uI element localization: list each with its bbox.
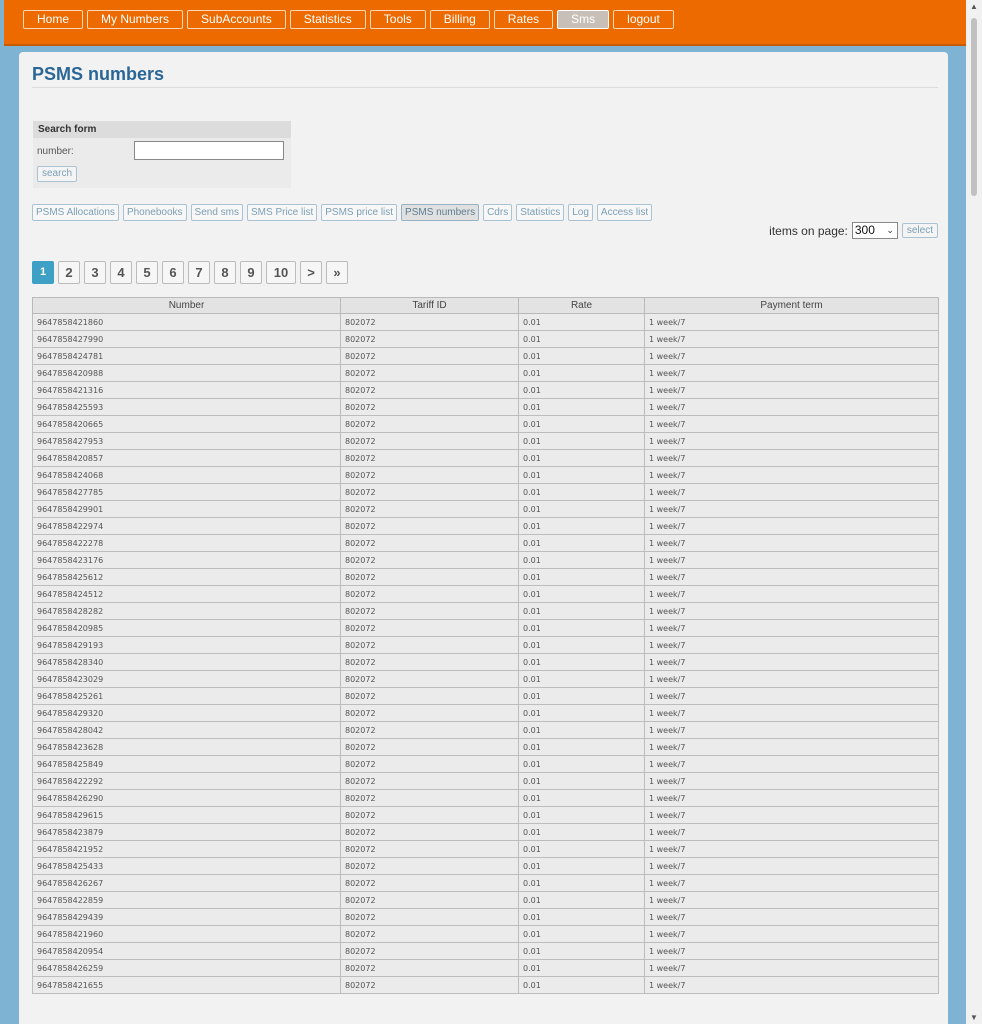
payment-term-cell: 1 week/7 [645, 382, 939, 399]
page-link-4[interactable]: 4 [110, 261, 132, 284]
nav-item-billing[interactable]: Billing [430, 10, 490, 29]
tariff-id-cell: 802072 [341, 620, 519, 637]
table-row [33, 637, 939, 654]
table-row [33, 773, 939, 790]
number-cell: 9647858420857 [33, 450, 341, 467]
table-header-row [33, 298, 939, 314]
search-button[interactable]: search [37, 166, 77, 182]
tariff-id-cell: 802072 [341, 654, 519, 671]
vertical-scrollbar[interactable] [966, 0, 982, 1024]
number-cell: 9647858428282 [33, 603, 341, 620]
tariff-id-cell: 802072 [341, 399, 519, 416]
table-row [33, 943, 939, 960]
number-cell: 9647858423029 [33, 671, 341, 688]
items-per-page-value: 300 [854, 223, 875, 237]
pagination [32, 261, 352, 284]
rate-cell: 0.01 [519, 535, 645, 552]
subnav-item-sms-price-list[interactable]: SMS Price list [247, 204, 317, 221]
tariff-id-cell: 802072 [341, 603, 519, 620]
number-input[interactable] [134, 141, 284, 160]
rate-cell: 0.01 [519, 688, 645, 705]
rate-cell: 0.01 [519, 382, 645, 399]
nav-item-subaccounts[interactable]: SubAccounts [187, 10, 286, 29]
table-row [33, 501, 939, 518]
number-label: number: [37, 146, 74, 157]
nav-item-tools[interactable]: Tools [370, 10, 426, 29]
tariff-id-cell: 802072 [341, 858, 519, 875]
page-link-6[interactable]: 6 [162, 261, 184, 284]
number-cell: 9647858424068 [33, 467, 341, 484]
nav-item-my-numbers[interactable]: My Numbers [87, 10, 183, 29]
number-cell: 9647858429615 [33, 807, 341, 824]
number-cell: 9647858429320 [33, 705, 341, 722]
tariff-id-cell: 802072 [341, 960, 519, 977]
tariff-id-cell: 802072 [341, 943, 519, 960]
tariff-id-cell: 802072 [341, 433, 519, 450]
number-cell: 9647858421316 [33, 382, 341, 399]
payment-term-cell: 1 week/7 [645, 892, 939, 909]
table-row [33, 705, 939, 722]
number-cell: 9647858425849 [33, 756, 341, 773]
payment-term-cell: 1 week/7 [645, 637, 939, 654]
rate-cell: 0.01 [519, 705, 645, 722]
tariff-id-cell: 802072 [341, 586, 519, 603]
rate-cell: 0.01 [519, 501, 645, 518]
number-cell: 9647858423176 [33, 552, 341, 569]
table-row [33, 654, 939, 671]
page-link-5[interactable]: 5 [136, 261, 158, 284]
payment-term-cell: 1 week/7 [645, 858, 939, 875]
payment-term-cell: 1 week/7 [645, 688, 939, 705]
main-nav [23, 10, 678, 29]
column-header-tariff-id[interactable]: Tariff ID [341, 298, 519, 314]
rate-cell: 0.01 [519, 943, 645, 960]
payment-term-cell: 1 week/7 [645, 433, 939, 450]
page-link-2[interactable]: 2 [58, 261, 80, 284]
rate-cell: 0.01 [519, 739, 645, 756]
tariff-id-cell: 802072 [341, 875, 519, 892]
rate-cell: 0.01 [519, 722, 645, 739]
rate-cell: 0.01 [519, 467, 645, 484]
subnav-item-send-sms[interactable]: Send sms [191, 204, 243, 221]
page [4, 0, 966, 1024]
tariff-id-cell: 802072 [341, 909, 519, 926]
search-form [33, 121, 291, 188]
tariff-id-cell: 802072 [341, 348, 519, 365]
rate-cell: 0.01 [519, 892, 645, 909]
sms-subnav [32, 204, 656, 221]
tariff-id-cell: 802072 [341, 450, 519, 467]
payment-term-cell: 1 week/7 [645, 603, 939, 620]
table-row [33, 535, 939, 552]
payment-term-cell: 1 week/7 [645, 722, 939, 739]
payment-term-cell: 1 week/7 [645, 807, 939, 824]
number-cell: 9647858423879 [33, 824, 341, 841]
table-row [33, 314, 939, 331]
table-row [33, 467, 939, 484]
table-row [33, 909, 939, 926]
last-page-link[interactable]: » [326, 261, 348, 284]
tariff-id-cell: 802072 [341, 824, 519, 841]
top-bar [4, 0, 966, 46]
search-form-heading: Search form [33, 121, 291, 138]
number-cell: 9647858428042 [33, 722, 341, 739]
rate-cell: 0.01 [519, 926, 645, 943]
number-cell: 9647858424781 [33, 348, 341, 365]
table-row [33, 484, 939, 501]
tariff-id-cell: 802072 [341, 535, 519, 552]
table-row [33, 586, 939, 603]
content-panel [19, 52, 948, 1024]
rate-cell: 0.01 [519, 518, 645, 535]
rate-cell: 0.01 [519, 365, 645, 382]
table-row [33, 518, 939, 535]
page-link-1[interactable]: 1 [32, 261, 54, 284]
number-cell: 9647858420988 [33, 365, 341, 382]
rate-cell: 0.01 [519, 552, 645, 569]
table-row [33, 603, 939, 620]
rate-cell: 0.01 [519, 450, 645, 467]
rate-cell: 0.01 [519, 484, 645, 501]
number-cell: 9647858427953 [33, 433, 341, 450]
payment-term-cell: 1 week/7 [645, 501, 939, 518]
page-link-8[interactable]: 8 [214, 261, 236, 284]
table-row [33, 365, 939, 382]
number-cell: 9647858422974 [33, 518, 341, 535]
number-cell: 9647858425433 [33, 858, 341, 875]
payment-term-cell: 1 week/7 [645, 926, 939, 943]
items-per-page [769, 222, 938, 239]
payment-term-cell: 1 week/7 [645, 331, 939, 348]
payment-term-cell: 1 week/7 [645, 875, 939, 892]
rate-cell: 0.01 [519, 569, 645, 586]
table-row [33, 892, 939, 909]
tariff-id-cell: 802072 [341, 552, 519, 569]
table-row [33, 722, 939, 739]
number-cell: 9647858422278 [33, 535, 341, 552]
number-cell: 9647858422859 [33, 892, 341, 909]
table-row [33, 739, 939, 756]
table-row [33, 875, 939, 892]
page-title: PSMS numbers [32, 64, 165, 84]
number-cell: 9647858421952 [33, 841, 341, 858]
next-page-link[interactable]: > [300, 261, 322, 284]
rate-cell: 0.01 [519, 314, 645, 331]
payment-term-cell: 1 week/7 [645, 773, 939, 790]
payment-term-cell: 1 week/7 [645, 569, 939, 586]
page-link-7[interactable]: 7 [188, 261, 210, 284]
tariff-id-cell: 802072 [341, 739, 519, 756]
title-divider [32, 87, 938, 88]
tariff-id-cell: 802072 [341, 518, 519, 535]
payment-term-cell: 1 week/7 [645, 348, 939, 365]
payment-term-cell: 1 week/7 [645, 365, 939, 382]
tariff-id-cell: 802072 [341, 705, 519, 722]
payment-term-cell: 1 week/7 [645, 552, 939, 569]
rate-cell: 0.01 [519, 875, 645, 892]
table-row [33, 671, 939, 688]
tariff-id-cell: 802072 [341, 314, 519, 331]
subnav-item-phonebooks[interactable]: Phonebooks [123, 204, 187, 221]
page-link-3[interactable]: 3 [84, 261, 106, 284]
subnav-item-psms-numbers[interactable]: PSMS numbers [401, 204, 479, 221]
rate-cell: 0.01 [519, 433, 645, 450]
table-row [33, 552, 939, 569]
chevron-down-icon[interactable]: ▼ [970, 1013, 978, 1022]
table-row [33, 416, 939, 433]
nav-item-rates[interactable]: Rates [494, 10, 553, 29]
payment-term-cell: 1 week/7 [645, 467, 939, 484]
column-header-rate[interactable]: Rate [519, 298, 645, 314]
number-cell: 9647858427785 [33, 484, 341, 501]
rate-cell: 0.01 [519, 399, 645, 416]
payment-term-cell: 1 week/7 [645, 960, 939, 977]
number-cell: 9647858426267 [33, 875, 341, 892]
table-row [33, 977, 939, 994]
number-cell: 9647858423628 [33, 739, 341, 756]
table-row [33, 790, 939, 807]
subnav-item-cdrs[interactable]: Cdrs [483, 204, 512, 221]
page-link-10[interactable]: 10 [266, 261, 296, 284]
rate-cell: 0.01 [519, 671, 645, 688]
payment-term-cell: 1 week/7 [645, 977, 939, 994]
rate-cell: 0.01 [519, 654, 645, 671]
table-row [33, 450, 939, 467]
scrollbar-thumb[interactable] [971, 18, 977, 196]
tariff-id-cell: 802072 [341, 688, 519, 705]
number-cell: 9647858424512 [33, 586, 341, 603]
subnav-item-psms-price-list[interactable]: PSMS price list [321, 204, 397, 221]
rate-cell: 0.01 [519, 416, 645, 433]
number-cell: 9647858420954 [33, 943, 341, 960]
tariff-id-cell: 802072 [341, 977, 519, 994]
table-row [33, 569, 939, 586]
rate-cell: 0.01 [519, 858, 645, 875]
rate-cell: 0.01 [519, 773, 645, 790]
payment-term-cell: 1 week/7 [645, 705, 939, 722]
table-body [33, 314, 939, 994]
tariff-id-cell: 802072 [341, 467, 519, 484]
page-link-9[interactable]: 9 [240, 261, 262, 284]
table-row [33, 858, 939, 875]
rate-cell: 0.01 [519, 756, 645, 773]
table-row [33, 926, 939, 943]
payment-term-cell: 1 week/7 [645, 739, 939, 756]
rate-cell: 0.01 [519, 331, 645, 348]
tariff-id-cell: 802072 [341, 807, 519, 824]
tariff-id-cell: 802072 [341, 756, 519, 773]
subnav-item-access-list[interactable]: Access list [597, 204, 652, 221]
column-header-payment-term[interactable]: Payment term [645, 298, 939, 314]
tariff-id-cell: 802072 [341, 484, 519, 501]
nav-item-statistics[interactable]: Statistics [290, 10, 366, 29]
number-cell: 9647858429193 [33, 637, 341, 654]
rate-cell: 0.01 [519, 603, 645, 620]
rate-cell: 0.01 [519, 909, 645, 926]
nav-item-home[interactable]: Home [23, 10, 83, 29]
tariff-id-cell: 802072 [341, 637, 519, 654]
chevron-down-icon: ⌄ [886, 225, 894, 235]
items-per-page-label: items on page: [769, 223, 848, 238]
payment-term-cell: 1 week/7 [645, 416, 939, 433]
number-cell: 9647858422292 [33, 773, 341, 790]
number-cell: 9647858425261 [33, 688, 341, 705]
table-row [33, 382, 939, 399]
payment-term-cell: 1 week/7 [645, 654, 939, 671]
number-cell: 9647858429439 [33, 909, 341, 926]
payment-term-cell: 1 week/7 [645, 671, 939, 688]
payment-term-cell: 1 week/7 [645, 450, 939, 467]
number-cell: 9647858420665 [33, 416, 341, 433]
payment-term-cell: 1 week/7 [645, 909, 939, 926]
tariff-id-cell: 802072 [341, 892, 519, 909]
tariff-id-cell: 802072 [341, 382, 519, 399]
rate-cell: 0.01 [519, 841, 645, 858]
number-cell: 9647858427990 [33, 331, 341, 348]
tariff-id-cell: 802072 [341, 926, 519, 943]
number-cell: 9647858421860 [33, 314, 341, 331]
payment-term-cell: 1 week/7 [645, 824, 939, 841]
number-cell: 9647858428340 [33, 654, 341, 671]
tariff-id-cell: 802072 [341, 790, 519, 807]
number-cell: 9647858429901 [33, 501, 341, 518]
payment-term-cell: 1 week/7 [645, 620, 939, 637]
payment-term-cell: 1 week/7 [645, 756, 939, 773]
number-cell: 9647858426259 [33, 960, 341, 977]
subnav-item-statistics[interactable]: Statistics [516, 204, 564, 221]
rate-cell: 0.01 [519, 586, 645, 603]
table-row [33, 399, 939, 416]
rate-cell: 0.01 [519, 637, 645, 654]
payment-term-cell: 1 week/7 [645, 535, 939, 552]
table-row [33, 756, 939, 773]
nav-item-sms[interactable]: Sms [557, 10, 609, 29]
number-cell: 9647858425612 [33, 569, 341, 586]
payment-term-cell: 1 week/7 [645, 943, 939, 960]
rate-cell: 0.01 [519, 348, 645, 365]
tariff-id-cell: 802072 [341, 501, 519, 518]
tariff-id-cell: 802072 [341, 569, 519, 586]
payment-term-cell: 1 week/7 [645, 790, 939, 807]
table-row [33, 688, 939, 705]
number-cell: 9647858421960 [33, 926, 341, 943]
tariff-id-cell: 802072 [341, 365, 519, 382]
payment-term-cell: 1 week/7 [645, 586, 939, 603]
items-per-page-select[interactable] [852, 222, 898, 239]
table-row [33, 960, 939, 977]
table-row [33, 807, 939, 824]
table-row [33, 620, 939, 637]
payment-term-cell: 1 week/7 [645, 841, 939, 858]
subnav-item-psms-allocations[interactable]: PSMS Allocations [32, 204, 119, 221]
rate-cell: 0.01 [519, 824, 645, 841]
rate-cell: 0.01 [519, 960, 645, 977]
rate-cell: 0.01 [519, 977, 645, 994]
tariff-id-cell: 802072 [341, 331, 519, 348]
table-row [33, 331, 939, 348]
payment-term-cell: 1 week/7 [645, 518, 939, 535]
payment-term-cell: 1 week/7 [645, 314, 939, 331]
rate-cell: 0.01 [519, 807, 645, 824]
numbers-table [32, 297, 939, 994]
tariff-id-cell: 802072 [341, 841, 519, 858]
chevron-up-icon[interactable]: ▲ [970, 2, 978, 11]
tariff-id-cell: 802072 [341, 722, 519, 739]
nav-item-logout[interactable]: logout [613, 10, 674, 29]
number-cell: 9647858421655 [33, 977, 341, 994]
table-row [33, 824, 939, 841]
tariff-id-cell: 802072 [341, 773, 519, 790]
number-cell: 9647858420985 [33, 620, 341, 637]
number-cell: 9647858426290 [33, 790, 341, 807]
rate-cell: 0.01 [519, 620, 645, 637]
tariff-id-cell: 802072 [341, 671, 519, 688]
rate-cell: 0.01 [519, 790, 645, 807]
select-button[interactable]: select [902, 223, 938, 238]
payment-term-cell: 1 week/7 [645, 484, 939, 501]
subnav-item-log[interactable]: Log [568, 204, 593, 221]
column-header-number[interactable]: Number [33, 298, 341, 314]
table-row [33, 433, 939, 450]
table-row [33, 841, 939, 858]
payment-term-cell: 1 week/7 [645, 399, 939, 416]
tariff-id-cell: 802072 [341, 416, 519, 433]
number-cell: 9647858425593 [33, 399, 341, 416]
table-row [33, 348, 939, 365]
